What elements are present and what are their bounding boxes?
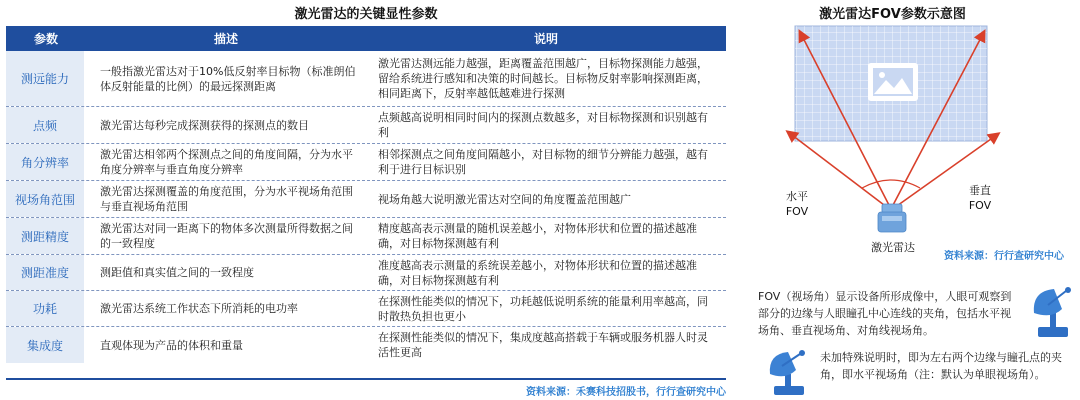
row-note: 在探测性能类似的情况下，功耗越低说明系统的能量利用率越高，同时散热负担也更小 [378, 294, 708, 323]
row-param: 角分辨率 [6, 144, 86, 180]
table-row [6, 181, 726, 218]
vertical-fov-label: 垂直 FOV [968, 184, 992, 212]
row-note: 激光雷达测远能力越强，距离覆盖范围越广，目标物探测能力越强，留给系统进行感知和决策的时间越长。目标物反射率影响探测距离，相同距离下，反射率越低越难进行探测 [378, 57, 708, 100]
row-param: 视场角范围 [6, 181, 86, 217]
table-source: 资料来源：禾赛科技招股书，行行查研究中心 [526, 387, 726, 398]
lidar-sensor-label: 激光雷达 [871, 241, 915, 254]
row-param: 测远能力 [6, 51, 86, 106]
satellite-dish-icon [1028, 283, 1078, 339]
fov-diagram [740, 0, 1080, 280]
row-desc: 激光雷达每秒完成探测获得的探测点的数目 [100, 118, 309, 132]
table-row [6, 327, 726, 363]
header-note: 说明 [533, 32, 558, 46]
row-note: 在探测性能类似的情况下，集成度越高搭载于车辆或服务机器人时灵活性更高 [378, 331, 708, 359]
description-paragraph-1: FOV（视场角）显示设备所形成像中，人眼可观察到部分的边缘与人眼瞳孔中心连线的夹角，包括水平视场角、垂直视场角、对角线视场角。 [758, 290, 1012, 337]
row-desc: 激光雷达探测覆盖的角度范围，分为水平视场角范围与垂直视场角范围 [100, 185, 353, 213]
table-row [6, 218, 726, 255]
diagram-source: 资料来源：行行查研究中心 [944, 251, 1064, 262]
table-row [6, 51, 726, 107]
row-param: 功耗 [6, 291, 86, 326]
fov-diagram-section [740, 0, 1080, 400]
row-desc: 激光雷达系统工作状态下所消耗的电功率 [100, 302, 298, 315]
header-param: 参数 [33, 32, 58, 46]
row-param: 测距准度 [6, 255, 86, 290]
table-row [6, 255, 726, 291]
lidar-sensor-icon [878, 204, 906, 232]
fov-angle-arc [862, 180, 920, 188]
table-header [6, 26, 726, 51]
row-note: 视场角越大说明激光雷达对空间的角度覆盖范围越广 [378, 192, 631, 206]
row-desc: 测距值和真实值之间的一致程度 [100, 266, 254, 279]
row-param: 点频 [6, 107, 86, 143]
row-note: 相邻探测点之间角度间隔越小，对目标物的细节分辨能力越强，越有利于进行目标识别 [378, 148, 708, 176]
table-body [6, 51, 726, 363]
diagram-title: 激光雷达FOV参数示意图 [819, 7, 966, 22]
horizontal-fov-label: 水平 FOV [785, 190, 809, 218]
header-desc: 描述 [213, 32, 238, 46]
parameter-table-section [6, 0, 726, 400]
row-note: 精度越高表示测量的随机误差越小，对物体形状和位置的描述越准确，对目标物探测越有利 [378, 222, 697, 250]
row-note: 点频越高说明相同时间内的探测点数越多，对目标物探测和识别越有利 [378, 111, 708, 139]
description-paragraph-2: 未加特殊说明时，即为左右两个边缘与瞳孔点的夹角，即水平视场角（注：默认为单眼视场角）。 [820, 351, 1062, 381]
row-param: 集成度 [6, 327, 86, 363]
row-desc: 激光雷达相邻两个探测点之间的角度间隔，分为水平角度分辨率与垂直角度分辨率 [100, 148, 353, 176]
table-row [6, 107, 726, 144]
row-desc: 直观体现为产品的体积和重量 [100, 338, 243, 352]
table-row [6, 144, 726, 181]
row-desc: 激光雷达对同一距离下的物体多次测量所得数据之间的一致程度 [100, 222, 353, 250]
image-placeholder-icon [868, 63, 918, 101]
table-bottom-rule [6, 378, 726, 380]
row-param: 测距精度 [6, 218, 86, 254]
row-desc: 一般指激光雷达对于10%低反射率目标物（标准朗伯体反射能量的比例）的最远探测距离 [100, 64, 356, 93]
table-title: 激光雷达的关键显性参数 [294, 7, 438, 22]
satellite-dish-icon [764, 348, 814, 398]
row-note: 准度越高表示测量的系统误差越小，对物体形状和位置的描述越准确，对目标物探测越有利 [378, 258, 697, 287]
table-row [6, 291, 726, 327]
